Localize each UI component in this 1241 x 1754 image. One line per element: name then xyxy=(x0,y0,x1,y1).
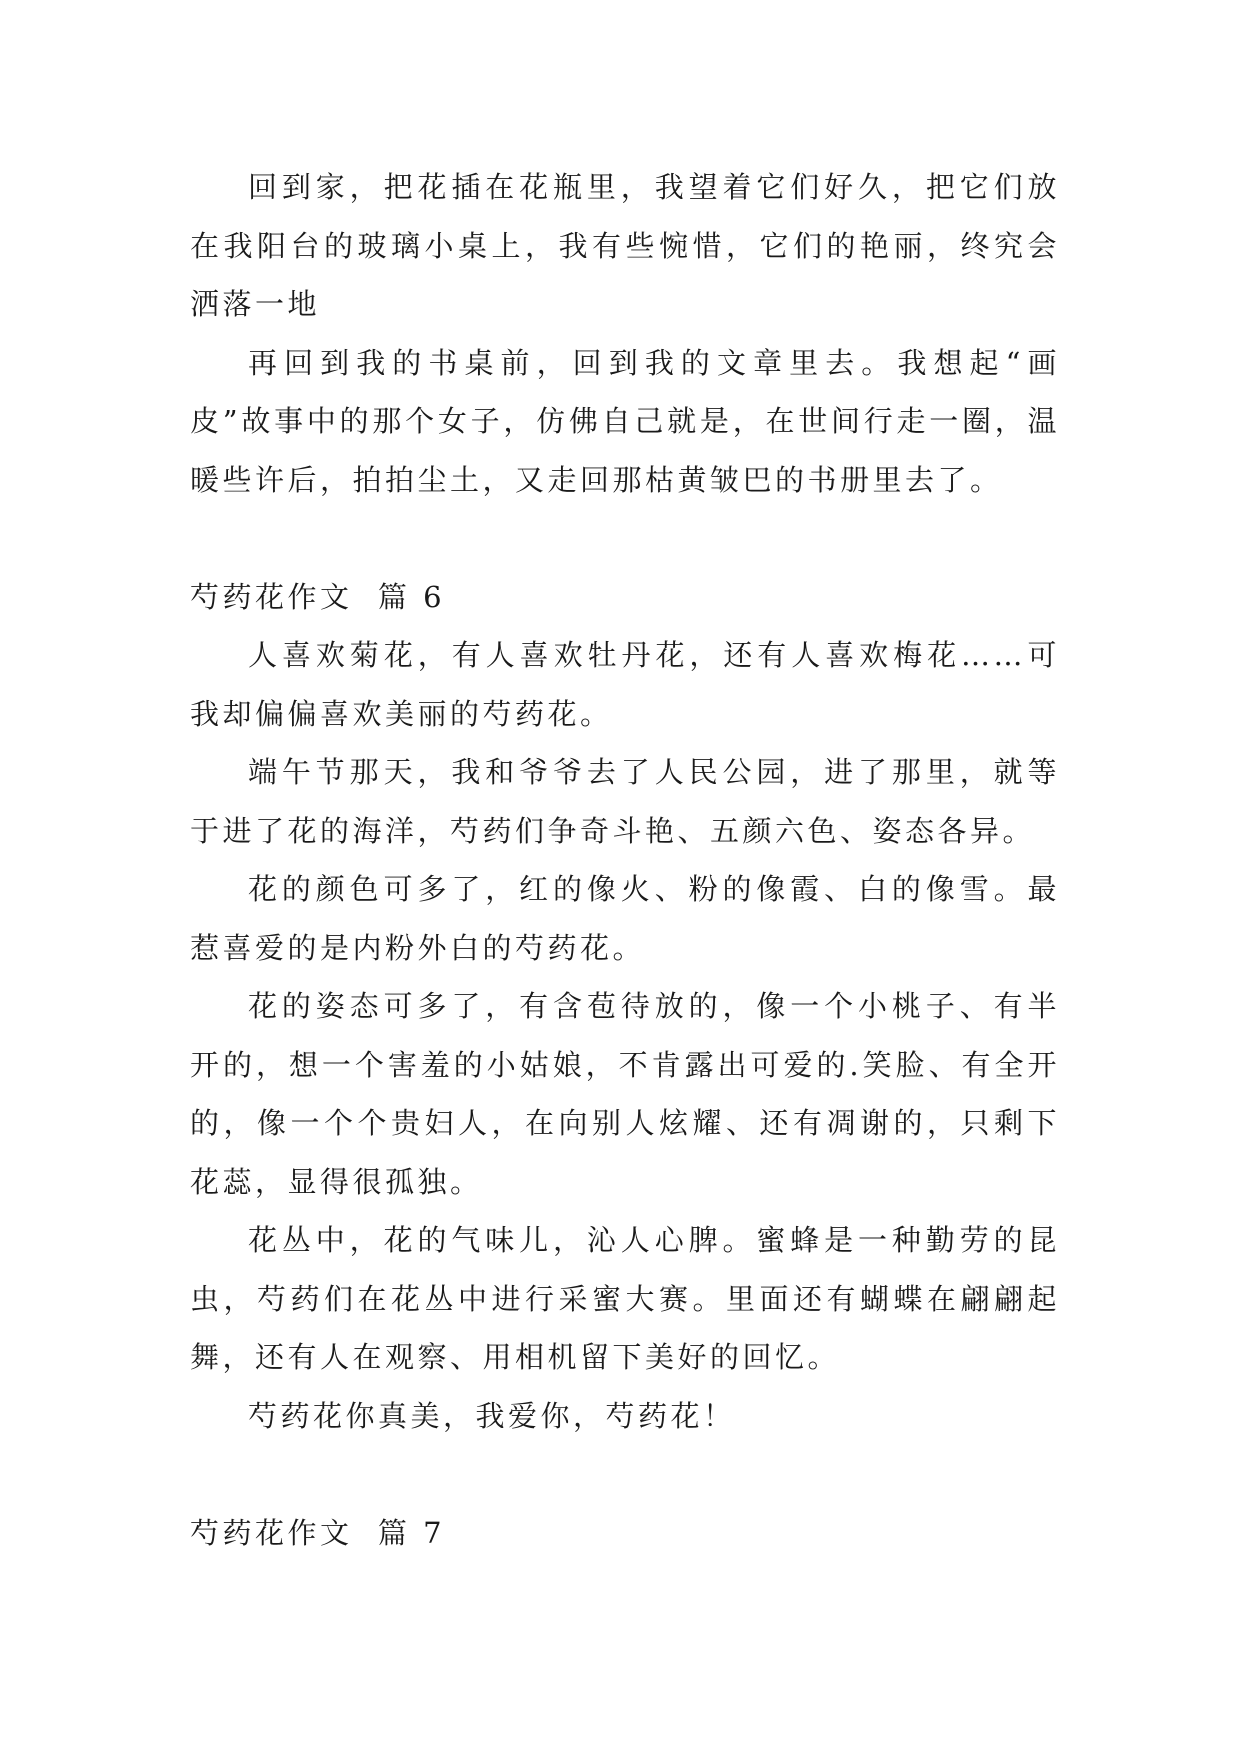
paragraph: 人喜欢菊花，有人喜欢牡丹花，还有人喜欢梅花……可我却偏偏喜欢美丽的芍药花。 xyxy=(190,638,1060,731)
paragraph: 花的颜色可多了，红的像火、粉的像霞、白的像雪。最惹喜爱的是内粉外白的芍药花。 xyxy=(190,872,1060,965)
section-spacer xyxy=(190,1445,1060,1504)
section-heading: 芍药花作文 篇 6 xyxy=(190,579,446,614)
paragraph: 芍药花你真美，我爱你，芍药花！ xyxy=(248,1398,736,1433)
section-spacer xyxy=(190,509,1060,568)
paragraph: 端午节那天，我和爷爷去了人民公园，进了那里，就等于进了花的海洋，芍药们争奇斗艳、五颜六色、姿态各异。 xyxy=(190,755,1060,848)
paragraph: 再回到我的书桌前，回到我的文章里去。我想起“画皮”故事中的那个女子，仿佛自己就是，在世间行走一圈，温暖些许后，拍拍尘土，又走回那枯黄皱巴的书册里去了。 xyxy=(190,345,1060,497)
paragraph: 花的姿态可多了，有含苞待放的，像一个小桃子、有半开的，想一个害羞的小姑娘，不肯露出可爱的.笑脸、有全开的，像一个个贵妇人，在向别人炫耀、还有凋谢的，只剩下花蕊，显得很孤独。 xyxy=(190,989,1060,1199)
paragraph: 回到家，把花插在花瓶里，我望着它们好久，把它们放在我阳台的玻璃小桌上，我有些惋惜，它们的艳丽，终究会洒落一地 xyxy=(190,170,1060,321)
section-heading: 芍药花作文 篇 7 xyxy=(190,1515,446,1550)
document-body xyxy=(190,158,1060,1562)
paragraph: 花丛中，花的气味儿，沁人心脾。蜜蜂是一种勤劳的昆虫，芍药们在花丛中进行采蜜大赛。里面还有蝴蝶在翩翩起舞，还有人在观察、用相机留下美好的回忆。 xyxy=(190,1223,1060,1374)
